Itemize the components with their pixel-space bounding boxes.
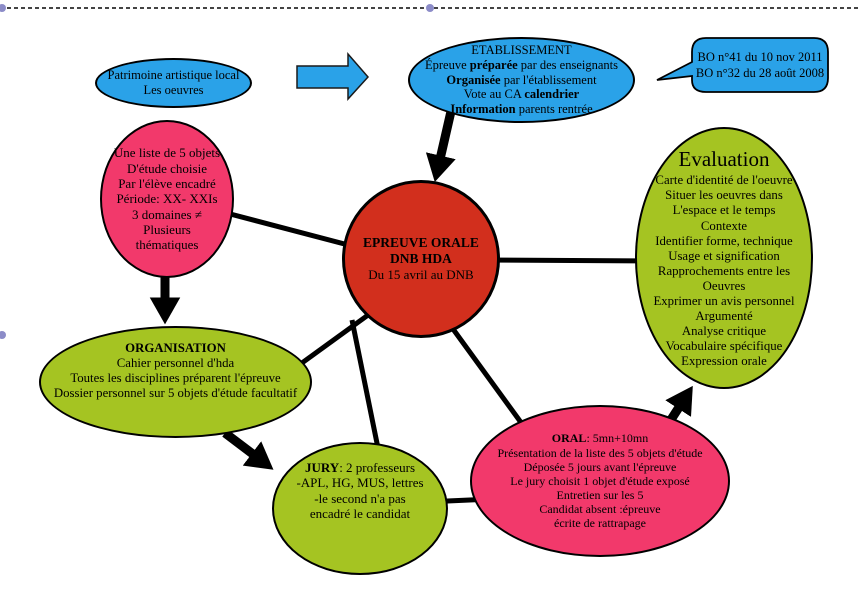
arrow-organisation-jury <box>225 433 262 461</box>
node-etablissement[interactable]: ETABLISSEMENT Épreuve préparée par des enseignants Organisée par l'établissement Vote au CA calendrier Information parents rentrée <box>408 37 635 123</box>
node-organisation[interactable]: ORGANISATION Cahier personnel d'hda Toutes les disciplines préparent l'épreuve Dossier personnel sur 5 objets d'étude facultatif <box>39 326 312 438</box>
connector-organisation-epreuve <box>295 310 375 368</box>
evaluation-title: Evaluation <box>678 146 770 171</box>
evaluation-body: Carte d'identité de l'oeuvre Situer les oeuvres dans L'espace et le temps Contexte Identifier forme, technique Usage et signification Rapprochements entre les Oeuvres Exprimer un avis personnel Argumenté Analyse critique Vocabulaire spécifique Expression orale <box>653 173 795 369</box>
connector-epreuve-jury <box>352 320 380 458</box>
frame-handle-left-middle[interactable] <box>0 331 6 339</box>
bo-callout-text[interactable]: BO n°41 du 10 nov 2011 BO n°32 du 28 août 2008 <box>695 49 825 80</box>
node-evaluation[interactable] <box>635 127 813 389</box>
node-epreuve-orale[interactable]: EPREUVE ORALE DNB HDA Du 15 avril au DNB <box>342 180 500 338</box>
node-oral[interactable]: ORAL: 5mn+10mn Présentation de la liste des 5 objets d'étude Déposée 5 jours avant l'épreuve Le jury choisit 1 objet d'étude exposé Entretien sur les 5 Candidat absent :épreuve écrite de rattrapage <box>470 405 730 557</box>
connector-epreuve-oral <box>445 318 525 428</box>
blue-right-arrow[interactable] <box>297 54 368 99</box>
node-jury[interactable]: JURY: 2 professeurs -APL, HG, MUS, lettres -le second n'a pas encadré le candidat <box>272 442 448 575</box>
node-liste-objets[interactable]: Une liste de 5 objets D'étude choisie Par l'élève encadré Période: XX- XXIs 3 domaines ≠ Plusieurs thématiques <box>100 120 234 278</box>
connector-epreuve-evaluation <box>478 260 658 261</box>
frame-handle-top-center[interactable] <box>426 4 434 12</box>
frame-handle-top-left[interactable] <box>0 4 6 12</box>
node-patrimoine[interactable]: Patrimoine artistique local Les oeuvres <box>95 58 252 108</box>
